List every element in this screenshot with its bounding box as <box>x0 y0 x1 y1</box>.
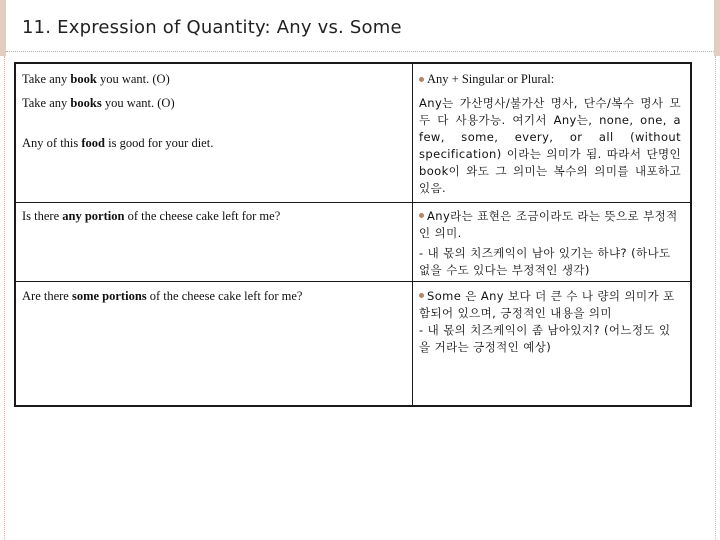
decorative-corner-right <box>714 0 720 56</box>
left-border-rule <box>4 56 5 540</box>
rule-explanation-1: Any는 가산명사/불가산 명사, 단수/복수 명사 모두 다 사용가능. 여기서 Any는, none, one, a few, some, every, or all (without specification) 이라는 의미가 됨. 따라서 단명인 book이 와도 그 의미는 복수의 의미를 내포하고 있음. <box>419 96 681 195</box>
slide-title: 11. Expression of Quantity: Any vs. Some <box>22 17 402 38</box>
example-sentence-4: Is there any portion of the cheese cake left for me? <box>22 209 281 223</box>
rule-heading-1: Any + Singular or Plural: <box>419 71 681 88</box>
decorative-corner-left <box>0 0 6 56</box>
bullet-icon <box>419 293 424 298</box>
row-divider-1 <box>16 202 690 203</box>
rule-explanation-2: - 내 몫의 치즈케익이 남아 있기는 하냐? (하나도 없을 수도 있다는 부정적인 생각) <box>419 246 671 277</box>
rule-heading-2: Any라는 표현은 조금이라도 라는 뜻으로 부정적인 의미. <box>419 209 678 240</box>
title-divider <box>6 51 714 52</box>
example-sentence-2: Take any books you want. (O) <box>22 96 175 110</box>
right-border-rule <box>715 56 716 540</box>
row-divider-2 <box>16 281 690 282</box>
rule-heading-3: Some 은 Any 보다 더 큰 수 나 량의 의미가 포함되어 있으며, 긍정적인 내용을 의미 <box>419 289 675 320</box>
rule-explanation-3: - 내 몫의 치즈케익이 좀 남아있지? (어느정도 있을 거라는 긍정적인 예상) <box>419 323 671 354</box>
bullet-icon <box>419 213 424 218</box>
example-sentence-3: Any of this food is good for your diet. <box>22 136 214 150</box>
comparison-table <box>14 62 692 407</box>
column-divider <box>412 64 413 405</box>
example-sentence-1: Take any book you want. (O) <box>22 72 170 86</box>
bullet-icon <box>419 77 424 82</box>
example-sentence-5: Are there some portions of the cheese cake left for me? <box>22 289 303 303</box>
